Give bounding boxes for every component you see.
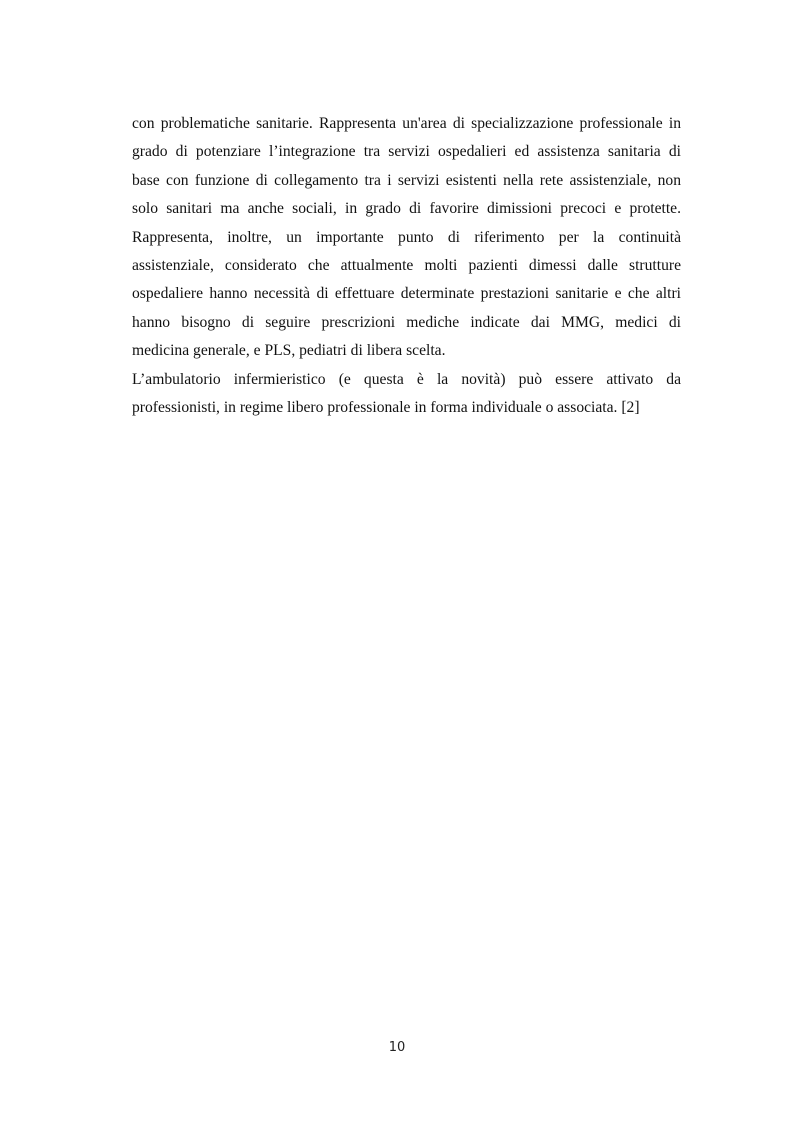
page-number: 10: [388, 1040, 406, 1055]
text-line: assistenziale, considerato che attualmente molti pazienti dimessi dalle strutture: [132, 256, 681, 274]
text-line: ospedaliere hanno necessità di effettuare determinate prestazioni sanitarie e che altri: [132, 285, 681, 303]
text-line: con problematiche sanitarie. Rappresenta un'area di specializzazione professionale in: [132, 115, 681, 132]
text-line: base con funzione di collegamento tra i servizi esistenti nella rete assistenziale, non: [132, 171, 681, 189]
text-line: grado di potenziare l’integrazione tra servizi ospedalieri ed assistenza sanitaria di: [132, 143, 681, 161]
text-line: solo sanitari ma anche sociali, in grado di favorire dimissioni precoci e protette.: [132, 200, 681, 218]
text-line: professionisti, in regime libero professionale in forma individuale o associata. [2]: [132, 398, 640, 416]
text-line: Rappresenta, inoltre, un importante punto di riferimento per la continuità: [132, 228, 681, 246]
body-text: [132, 110, 681, 422]
text-line: L’ambulatorio infermieristico (e questa è la novità) può essere attivato da: [132, 370, 681, 388]
text-line: medicina generale, e PLS, pediatri di libera scelta.: [132, 342, 446, 360]
text-line: hanno bisogno di seguire prescrizioni mediche indicate dai MMG, medici di: [132, 313, 681, 331]
